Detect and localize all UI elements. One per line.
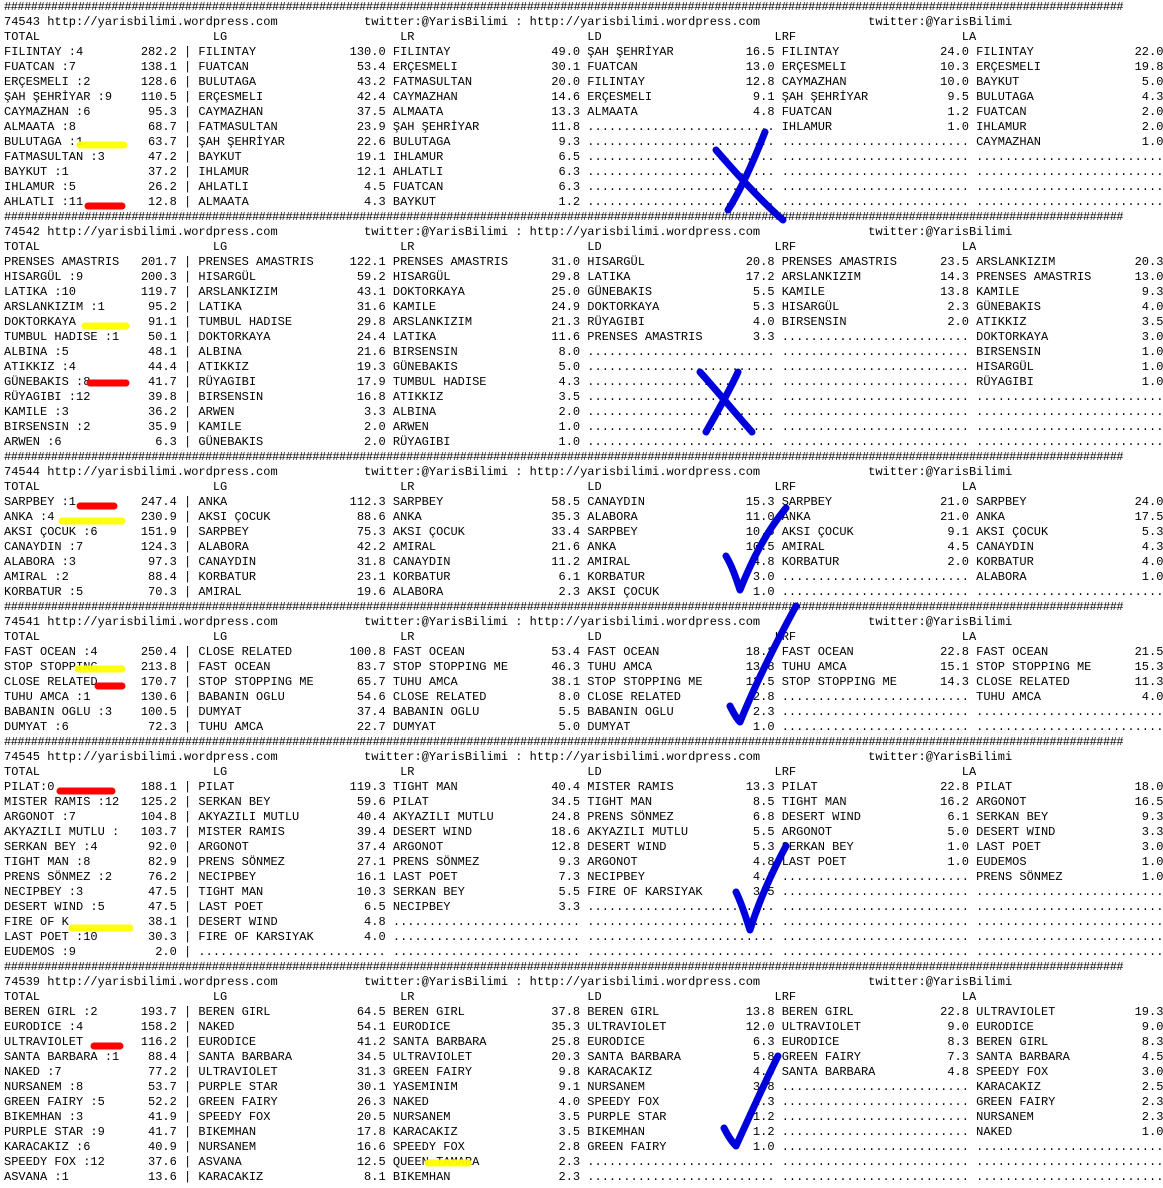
- table-row: EUDEMOS :9 2.0 | .......................... .......................... .......................... .......................... ..........................: [4, 945, 1163, 959]
- table-row: BIKEMHAN :3 41.9 | SPEEDY FOX 20.5 NURSANEM 3.5 PURPLE STAR 1.2 .......................... NURSANEM 2.3: [4, 1110, 1163, 1124]
- separator-line: #######################################################################################################################################################################: [4, 210, 1124, 224]
- table-row: CAYMAZHAN :6 95.3 | CAYMAZHAN 37.5 ALMAATA 13.3 ALMAATA 4.8 FUATCAN 1.2 FUATCAN 2.0: [4, 105, 1163, 119]
- table-row: BULUTAGA :1 63.7 | ŞAH ŞEHRİYAR 22.6 BULUTAGA 9.3 .......................... .......................... CAYMAZHAN 1.0: [4, 135, 1163, 149]
- table-row: STOP STOPPING 213.8 | FAST OCEAN 83.7 STOP STOPPING ME 46.3 TUHU AMCA 13.8 TUHU AMCA 15.1 STOP STOPPING ME 15.3: [4, 660, 1163, 674]
- table-row: PILAT:0 188.1 | PILAT 119.3 TIGHT MAN 40.4 MISTER RAMIS 13.3 PILAT 22.8 PILAT 18.0: [4, 780, 1163, 794]
- separator-line: #######################################################################################################################################################################: [4, 450, 1124, 464]
- table-row: AKSI ÇOCUK :6 151.9 | SARPBEY 75.3 AKSI ÇOCUK 33.4 SARPBEY 10.5 AKSI ÇOCUK 9.1 AKSI ÇOCUK 5.3: [4, 525, 1163, 539]
- table-row: ANKA :4 230.9 | AKSI ÇOCUK 88.6 ANKA 35.3 ALABORA 11.0 ANKA 21.0 ANKA 17.5: [4, 510, 1163, 524]
- table-row: CANAYDIN :7 124.3 | ALABORA 42.2 AMIRAL 21.6 ANKA 10.5 AMIRAL 4.5 CANAYDIN 4.3: [4, 540, 1163, 554]
- table-row: ŞAH ŞEHRİYAR :9 110.5 | ERÇESMELI 42.4 CAYMAZHAN 14.6 ERÇESMELI 9.1 ŞAH ŞEHRİYAR 9.5 BULUTAGA 4.3: [4, 90, 1163, 104]
- table-row: GREEN FAIRY :5 52.2 | GREEN FAIRY 26.3 NAKED 4.0 SPEEDY FOX 2.3 .......................... GREEN FAIRY 2.3: [4, 1095, 1163, 1109]
- table-row: SARPBEY :1 247.4 | ANKA 112.3 SARPBEY 58.5 CANAYDIN 15.3 SARPBEY 21.0 SARPBEY 24.0: [4, 495, 1163, 509]
- table-row: KAMILE :3 36.2 | ARWEN 3.3 ALBINA 2.0 .......................... .......................... ..........................: [4, 405, 1163, 419]
- table-row: PRENS SÖNMEZ :2 76.2 | NECIPBEY 16.1 LAST POET 7.3 NECIPBEY 4.5 .......................... PRENS SÖNMEZ 1.0: [4, 870, 1163, 884]
- table-row: ALMAATA :8 68.7 | FATMASULTAN 23.9 ŞAH ŞEHRİYAR 11.8 .......................... IHLAMUR 1.0 IHLAMUR 2.0: [4, 120, 1163, 134]
- table-row: FAST OCEAN :4 250.4 | CLOSE RELATED 100.8 FAST OCEAN 53.4 FAST OCEAN 18.8 FAST OCEAN 22.8 FAST OCEAN 21.5: [4, 645, 1163, 659]
- table-row: SANTA BARBARA :1 88.4 | SANTA BARBARA 34.5 ULTRAVIOLET 20.3 SANTA BARBARA 5.8 GREEN FAIRY 7.3 SANTA BARBARA 4.5: [4, 1050, 1163, 1064]
- column-headers: TOTAL LG LR LD LRF LA: [4, 630, 977, 644]
- column-headers: TOTAL LG LR LD LRF LA: [4, 30, 977, 44]
- separator-line: #######################################################################################################################################################################: [4, 960, 1124, 974]
- race-report: [4, 0, 1163, 1185]
- table-row: KARACAKIZ :6 40.9 | NURSANEM 16.6 SPEEDY FOX 2.8 GREEN FAIRY 1.0 .......................... ..........................: [4, 1140, 1163, 1154]
- table-row: DUMYAT :6 72.3 | TUHU AMCA 22.7 DUMYAT 5.0 DUMYAT 1.0 .......................... ..........................: [4, 720, 1163, 734]
- table-row: DESERT WIND :5 47.5 | LAST POET 6.5 NECIPBEY 3.3 .......................... .......................... ..........................: [4, 900, 1163, 914]
- column-headers: TOTAL LG LR LD LRF LA: [4, 240, 977, 254]
- separator-line: #######################################################################################################################################################################: [4, 0, 1124, 14]
- table-row: ULTRAVIOLET 116.2 | EURODICE 41.2 SANTA BARBARA 25.8 EURODICE 6.3 EURODICE 8.3 BEREN GIRL 8.3: [4, 1035, 1163, 1049]
- table-row: GÜNEBAKIS :8 41.7 | RÜYAGIBI 17.9 TUMBUL HADISE 4.3 .......................... .......................... RÜYAGIBI 1.0: [4, 375, 1163, 389]
- table-row: ARSLANKIZIM :1 95.2 | LATIKA 31.6 KAMILE 24.9 DOKTORKAYA 5.3 HISARGÜL 2.3 GÜNEBAKIS 4.0: [4, 300, 1163, 314]
- race-header: 74541 http://yarisbilimi.wordpress.com twitter:@YarisBilimi : http://yarisbilimi.wordpress.com twitter:@YarisBilimi: [4, 615, 1013, 629]
- table-row: EURODICE :4 158.2 | NAKED 54.1 EURODICE 35.3 ULTRAVIOLET 12.0 ULTRAVIOLET 9.0 EURODICE 9.0: [4, 1020, 1163, 1034]
- table-row: IHLAMUR :5 26.2 | AHLATLI 4.5 FUATCAN 6.3 .......................... .......................... ..........................: [4, 180, 1163, 194]
- table-row: HISARGÜL :9 200.3 | HISARGÜL 59.2 HISARGÜL 29.8 LATIKA 17.2 ARSLANKIZIM 14.3 PRENSES AMASTRIS 13.0: [4, 270, 1163, 284]
- table-row: SPEEDY FOX :12 37.6 | ASVANA 12.5 QUEEN TAMARA 2.3 .......................... .......................... ..........................: [4, 1155, 1163, 1169]
- table-row: TUMBUL HADISE :1 50.1 | DOKTORKAYA 24.4 LATIKA 11.6 PRENSES AMASTRIS 3.3 .......................... DOKTORKAYA 3.0: [4, 330, 1163, 344]
- separator-line: #######################################################################################################################################################################: [4, 600, 1124, 614]
- table-row: NECIPBEY :3 47.5 | TIGHT MAN 10.3 SERKAN BEY 5.5 FIRE OF KARSIYAK 3.5 .......................... ..........................: [4, 885, 1163, 899]
- race-header: 74544 http://yarisbilimi.wordpress.com twitter:@YarisBilimi : http://yarisbilimi.wordpress.com twitter:@YarisBilimi: [4, 465, 1013, 479]
- table-row: ERÇESMELI :2 128.6 | BULUTAGA 43.2 FATMASULTAN 20.0 FILINTAY 12.8 CAYMAZHAN 10.0 BAYKUT 5.0: [4, 75, 1163, 89]
- table-row: ALABORA :3 97.3 | CANAYDIN 31.8 CANAYDIN 11.2 AMIRAL 4.8 KORBATUR 2.0 KORBATUR 4.0: [4, 555, 1163, 569]
- table-row: ALBINA :5 48.1 | ALBINA 21.6 BIRSENSIN 8.0 .......................... .......................... BIRSENSIN 1.0: [4, 345, 1163, 359]
- table-row: NURSANEM :8 53.7 | PURPLE STAR 30.1 YASEMINIM 9.1 NURSANEM 3.8 .......................... KARACAKIZ 2.5: [4, 1080, 1163, 1094]
- table-row: KORBATUR :5 70.3 | AMIRAL 19.6 ALABORA 2.3 AKSI ÇOCUK 1.0 .......................... ..........................: [4, 585, 1163, 599]
- table-row: MISTER RAMIS :12 125.2 | SERKAN BEY 59.6 PILAT 34.5 TIGHT MAN 8.5 TIGHT MAN 16.2 ARGONOT 16.5: [4, 795, 1163, 809]
- table-row: AMIRAL :2 88.4 | KORBATUR 23.1 KORBATUR 6.1 KORBATUR 3.0 .......................... ALABORA 1.0: [4, 570, 1163, 584]
- table-row: FILINTAY :4 282.2 | FILINTAY 130.0 FILINTAY 49.0 ŞAH ŞEHRİYAR 16.5 FILINTAY 24.0 FILINTAY 22.0: [4, 45, 1163, 59]
- column-headers: TOTAL LG LR LD LRF LA: [4, 765, 977, 779]
- table-row: CLOSE RELATED 170.7 | STOP STOPPING ME 65.7 TUHU AMCA 38.1 STOP STOPPING ME 13.5 STOP STOPPING ME 14.3 CLOSE RELATED 11.3: [4, 675, 1163, 689]
- table-row: DOKTORKAYA 91.1 | TUMBUL HADISE 29.8 ARSLANKIZIM 21.3 RÜYAGIBI 4.0 BIRSENSIN 2.0 ATIKKIZ 3.5: [4, 315, 1163, 329]
- table-row: RÜYAGIBI :12 39.8 | BIRSENSIN 16.8 ATIKKIZ 3.5 .......................... .......................... ..........................: [4, 390, 1163, 404]
- table-row: SERKAN BEY :4 92.0 | ARGONOT 37.4 ARGONOT 12.8 DESERT WIND 5.3 SERKAN BEY 1.0 LAST POET 3.0: [4, 840, 1163, 854]
- table-row: LAST POET :10 30.3 | FIRE OF KARSIYAK 4.0 .......................... .......................... .......................... ..........................: [4, 930, 1163, 944]
- column-headers: TOTAL LG LR LD LRF LA: [4, 480, 977, 494]
- race-header: 74542 http://yarisbilimi.wordpress.com twitter:@YarisBilimi : http://yarisbilimi.wordpress.com twitter:@YarisBilimi: [4, 225, 1013, 239]
- table-row: ATIKKIZ :4 44.4 | ATIKKIZ 19.3 GÜNEBAKIS 5.0 .......................... .......................... HISARGÜL 1.0: [4, 360, 1163, 374]
- table-row: FUATCAN :7 138.1 | FUATCAN 53.4 ERÇESMELI 30.1 FUATCAN 13.0 ERÇESMELI 10.3 ERÇESMELI 19.8: [4, 60, 1163, 74]
- table-row: ASVANA :1 13.6 | KARACAKIZ 8.1 BIKEMHAN 2.3 .......................... .......................... ..........................: [4, 1170, 1163, 1184]
- table-row: BAYKUT :1 37.2 | IHLAMUR 12.1 AHLATLI 6.3 .......................... .......................... ..........................: [4, 165, 1163, 179]
- table-row: ARWEN :6 6.3 | GÜNEBAKIS 2.0 RÜYAGIBI 1.0 .......................... .......................... ..........................: [4, 435, 1163, 449]
- table-row: PRENSES AMASTRIS 201.7 | PRENSES AMASTRIS 122.1 PRENSES AMASTRIS 31.0 HISARGÜL 20.8 PRENSES AMASTRIS 23.5 ARSLANKIZIM 20.3: [4, 255, 1163, 269]
- race-header: 74543 http://yarisbilimi.wordpress.com twitter:@YarisBilimi : http://yarisbilimi.wordpress.com twitter:@YarisBilimi: [4, 15, 1013, 29]
- race-header: 74539 http://yarisbilimi.wordpress.com twitter:@YarisBilimi : http://yarisbilimi.wordpress.com twitter:@YarisBilimi: [4, 975, 1013, 989]
- table-row: ARGONOT :7 104.8 | AKYAZILI MUTLU 40.4 AKYAZILI MUTLU 24.8 PRENS SÖNMEZ 6.8 DESERT WIND 6.1 SERKAN BEY 9.3: [4, 810, 1163, 824]
- column-headers: TOTAL LG LR LD LRF LA: [4, 990, 977, 1004]
- race-header: 74545 http://yarisbilimi.wordpress.com twitter:@YarisBilimi : http://yarisbilimi.wordpress.com twitter:@YarisBilimi: [4, 750, 1013, 764]
- table-row: BEREN GIRL :2 193.7 | BEREN GIRL 64.5 BEREN GIRL 37.8 BEREN GIRL 13.8 BEREN GIRL 22.8 ULTRAVIOLET 19.3: [4, 1005, 1163, 1019]
- table-row: NAKED :7 77.2 | ULTRAVIOLET 31.3 GREEN FAIRY 9.8 KARACAKIZ 4.8 SANTA BARBARA 4.8 SPEEDY FOX 3.0: [4, 1065, 1163, 1079]
- table-row: TUHU AMCA :1 130.6 | BABANIN OGLU 54.6 CLOSE RELATED 8.0 CLOSE RELATED 2.8 .......................... TUHU AMCA 4.0: [4, 690, 1163, 704]
- table-row: BIRSENSIN :2 35.9 | KAMILE 2.0 ARWEN 1.0 .......................... .......................... ..........................: [4, 420, 1163, 434]
- table-row: TIGHT MAN :8 82.9 | PRENS SÖNMEZ 27.1 PRENS SÖNMEZ 9.3 ARGONOT 4.8 LAST POET 1.0 EUDEMOS 1.0: [4, 855, 1163, 869]
- table-row: PURPLE STAR :9 41.7 | BIKEMHAN 17.8 KARACAKIZ 3.5 BIKEMHAN 1.2 .......................... NAKED 1.0: [4, 1125, 1163, 1139]
- table-row: AKYAZILI MUTLU : 103.7 | MISTER RAMIS 39.4 DESERT WIND 18.6 AKYAZILI MUTLU 5.5 ARGONOT 5.0 DESERT WIND 3.3: [4, 825, 1163, 839]
- table-row: AHLATLI :11 12.8 | ALMAATA 4.3 BAYKUT 1.2 .......................... .......................... ..........................: [4, 195, 1163, 209]
- table-row: FATMASULTAN :3 47.2 | BAYKUT 19.1 IHLAMUR 6.5 .......................... .......................... ..........................: [4, 150, 1163, 164]
- table-row: LATIKA :10 119.7 | ARSLANKIZIM 43.1 DOKTORKAYA 25.0 GÜNEBAKIS 5.5 KAMILE 13.8 KAMILE 9.3: [4, 285, 1163, 299]
- table-row: BABANIN OGLU :3 100.5 | DUMYAT 37.4 BABANIN OGLU 5.5 BABANIN OGLU 2.3 .......................... ..........................: [4, 705, 1163, 719]
- separator-line: #######################################################################################################################################################################: [4, 735, 1124, 749]
- table-row: FIRE OF K 38.1 | DESERT WIND 4.8 .......................... .......................... .......................... ..........................: [4, 915, 1163, 929]
